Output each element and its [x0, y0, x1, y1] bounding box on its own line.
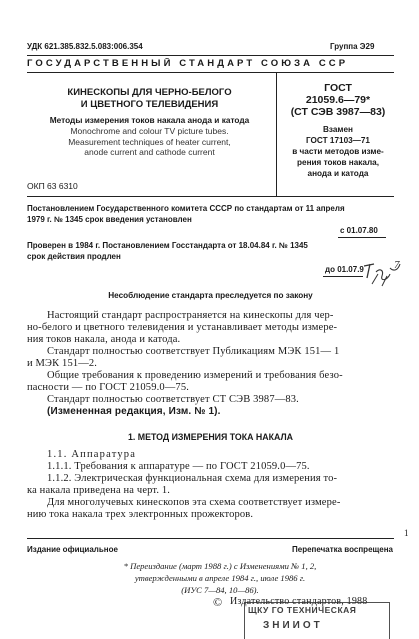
extended-date: до 01.07.9	[325, 265, 364, 274]
title-line-1: КИНЕСКОПЫ ДЛЯ ЧЕРНО-БЕЛОГО	[67, 87, 232, 98]
multibeam-line-1: Для многолучевых кинескопов эта схема соответствует измере-	[47, 497, 341, 508]
extension-line-2: срок действия продлен	[27, 252, 121, 261]
amendment-note: (Измененная редакция, Изм. № 1).	[47, 406, 221, 417]
replacement-part-3: анода и катода	[307, 169, 369, 178]
vzamen-label: Взамен	[323, 125, 353, 134]
gost-designation	[278, 82, 398, 118]
iec-line-1: Стандарт полностью соответствует Публикациям МЭК 151— 1	[47, 346, 340, 357]
title-block-rule	[27, 196, 394, 197]
law-warning: Несоблюдение стандарта преследуется по закону	[108, 291, 313, 300]
st-sev-number: (СТ СЭВ 3987—83)	[290, 106, 386, 118]
reissue-line-1: * Переиздание (март 1988 г.) с Изменениями № 1, 2,	[123, 561, 317, 571]
copyright-symbol: ©	[213, 595, 223, 609]
group-code: Группа Э29	[330, 42, 375, 51]
footer-rule	[27, 538, 394, 539]
library-stamp	[244, 602, 390, 639]
resolution-line-2: 1979 г. № 1345 срок введения установлен	[27, 215, 192, 224]
section-1-1-2-line-2: ка накала приведена на черт. 1.	[27, 485, 171, 496]
official-edition: Издание официальное	[27, 545, 118, 554]
replacement-note	[278, 124, 398, 179]
stamp-line-1: ЩКУ ГО ТЕХНИЧЕСКАЯ	[248, 605, 357, 615]
english-title	[27, 126, 272, 158]
resolution-line-1: Постановлением Государственного комитета СССР по стандартам от 11 апреля	[27, 204, 345, 213]
english-title-line-2: Measurement techniques of heater current,	[68, 136, 231, 147]
reissue-note	[70, 560, 370, 596]
udk-code: УДК 621.385.832.5.083:006.354	[27, 42, 143, 51]
stamp-line-2: ЗНИИОТ	[263, 620, 323, 631]
state-standard-banner: ГОСУДАРСТВЕННЫЙ СТАНДАРТ СОЮЗА ССР	[27, 58, 349, 69]
resolution-text	[27, 203, 397, 225]
intro-text	[27, 310, 399, 418]
replaced-gost: ГОСТ 17103—71	[306, 136, 370, 145]
section-1-1-apparatus: 1.1. Аппаратура	[47, 449, 137, 460]
handwritten-seven: 7	[394, 259, 400, 271]
title-divider	[276, 72, 277, 196]
side-page-mark: 1	[404, 528, 409, 538]
gost-line-1: ГОСТ	[324, 82, 352, 94]
st-sev-conformity: Стандарт полностью соответствует СТ СЭВ 3987—83.	[47, 394, 299, 405]
copyright-text: Издательство стандартов, 1988	[230, 596, 368, 607]
extended-date-underline	[323, 276, 363, 277]
intro-line-1: Настоящий стандарт распространяется на кинескопы для чер-	[47, 310, 334, 321]
effective-date-underline	[338, 237, 386, 238]
header-rule-top	[27, 55, 394, 56]
section-1-1-1: 1.1.1. Требования к аппаратуре — по ГОСТ 21059.0—75.	[47, 461, 310, 472]
multibeam-line-2: нию тока накала трех электронных прожекторов.	[27, 509, 254, 520]
extension-text	[27, 240, 397, 262]
header-rule-bottom	[27, 72, 394, 73]
title-line-2: И ЦВЕТНОГО ТЕЛЕВИДЕНИЯ	[80, 99, 219, 110]
reprint-prohibited: Перепечатка воспрещена	[292, 545, 393, 554]
section-1-text	[27, 449, 399, 521]
reissue-line-3: (ИУС 7—84, 10—86).	[181, 585, 259, 595]
reissue-line-2: утвержденными в апреле 1984 г., июле 1986 г.	[134, 573, 306, 583]
gost-number: 21059.6—79*	[305, 94, 371, 106]
standard-title	[27, 87, 272, 111]
okp-code: ОКП 63 6310	[27, 181, 78, 191]
replacement-part-1: в части методов изме-	[292, 147, 384, 156]
replacement-part-2: рения токов накала,	[297, 158, 379, 167]
intro-line-2: но-белого и цветного телевидения и устанавливает методы измере-	[27, 322, 338, 333]
section-1-title: 1. МЕТОД ИЗМЕРЕНИЯ ТОКА НАКАЛА	[128, 432, 293, 442]
extension-line-1: Проверен в 1984 г. Постановлением Госстандарта от 18.04.84 г. № 1345	[27, 241, 308, 250]
effective-date: с 01.07.80	[340, 226, 378, 235]
english-title-line-1: Monochrome and colour TV picture tubes.	[70, 126, 229, 136]
iec-line-2: и МЭК 151—2.	[27, 358, 98, 369]
methods-title: Методы измерения токов накала анода и катода	[49, 115, 250, 125]
intro-line-3: ния токов накала, анода и катода.	[27, 334, 181, 345]
section-1-1-2-line-1: 1.1.2. Электрическая функциональная схема для измерения то-	[47, 473, 338, 484]
general-req-line-1: Общие требования к проведению измерений и требования безо-	[47, 370, 343, 381]
english-title-line-3: anode current and cathode current	[84, 147, 215, 157]
general-req-line-2: пасности — по ГОСТ 21059.0—75.	[27, 382, 189, 393]
